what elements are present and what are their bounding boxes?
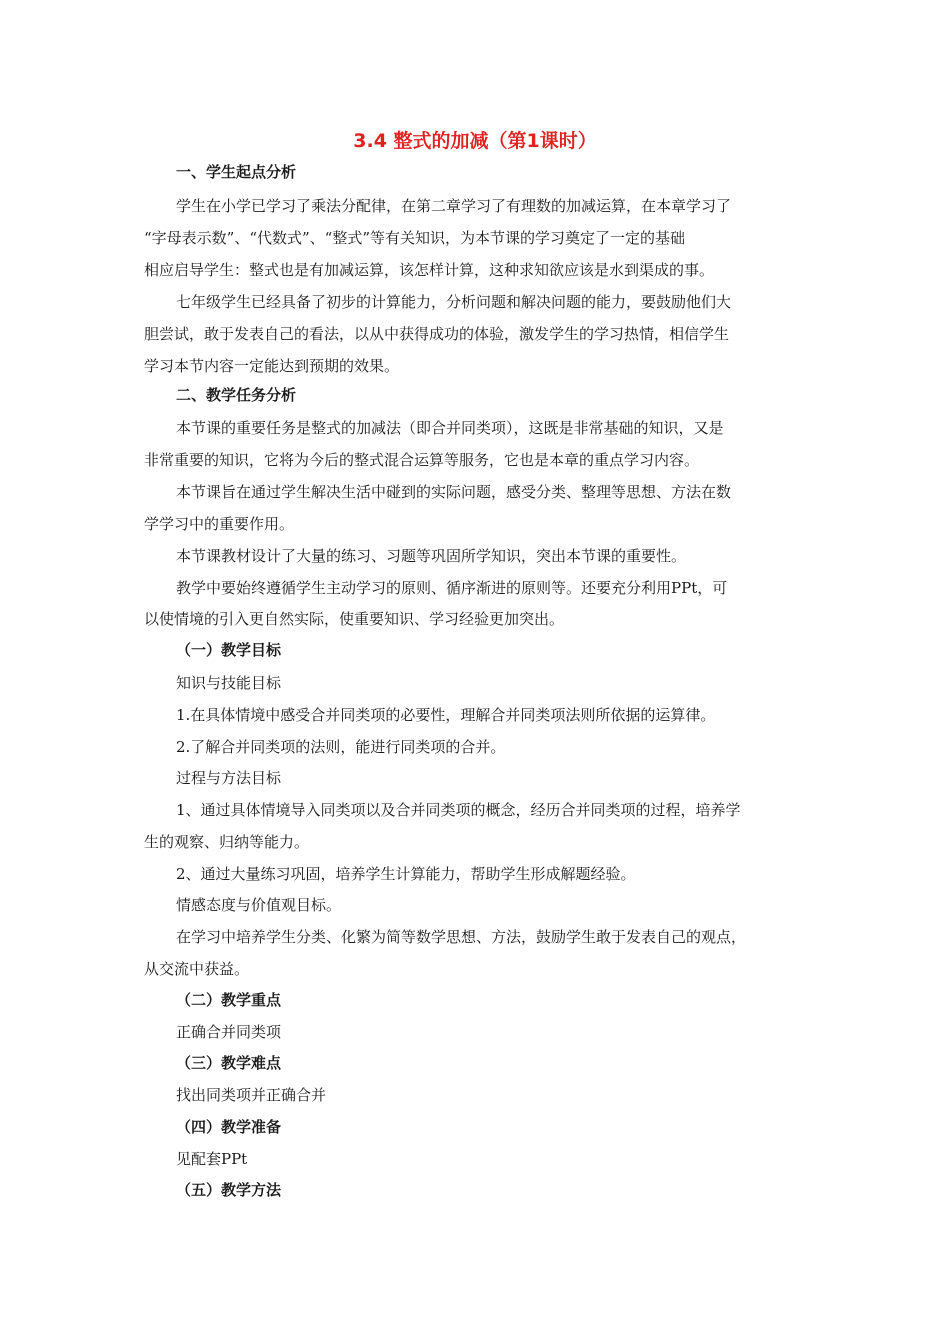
paragraph-line: 1.在具体情境中感受合并同类项的必要性，理解合并同类项法则所依据的运算律。 [176,706,716,724]
paragraph-line: 本节课教材设计了大量的练习、习题等巩固所学知识，突出本节课的重要性。 [176,547,687,565]
paragraph-line: 本节课的重要任务是整式的加减法（即合并同类项），这既是非常基础的知识，又是 [176,419,724,437]
paragraph-line: 胆尝试，敢于发表自己的看法，以从中获得成功的体验，激发学生的学习热情，相信学生 [144,325,730,343]
paragraph-line: 以使情境的引入更自然实际，使重要知识、学习经验更加突出。 [144,610,565,628]
paragraph-line: 从交流中获益。 [144,960,250,978]
paragraph-line: 生的观察、归纳等能力。 [144,833,310,851]
paragraph-line: 本节课旨在通过学生解决生活中碰到的实际问题，感受分类、整理等思想、方法在数 [176,483,732,501]
subsection-heading: （一）教学目标 [176,641,282,659]
paragraph-line: 2.了解合并同类项的法则，能进行同类项的合并。 [176,738,506,756]
paragraph-line: 2、通过大量练习巩固，培养学生计算能力，帮助学生形成解题经验。 [176,865,636,883]
paragraph-line: 七年级学生已经具备了初步的计算能力，分析问题和解决问题的能力，要鼓励他们大 [176,293,732,311]
subsection-heading: （四）教学准备 [176,1118,282,1136]
paragraph-line: 见配套PPt [176,1150,248,1168]
subsection-heading: （三）教学难点 [176,1054,282,1072]
paragraph-line: 学学习中的重要作用。 [144,515,295,533]
document-title: 3.4 整式的加减（第1课时） [353,130,597,152]
paragraph-line: 正确合并同类项 [176,1023,282,1041]
paragraph-line: 过程与方法目标 [176,769,282,787]
paragraph-line: 学习本节内容一定能达到预期的效果。 [144,357,400,375]
paragraph-line: 非常重要的知识，它将为今后的整式混合运算等服务，它也是本章的重点学习内容。 [144,451,700,469]
paragraph-line: 知识与技能目标 [176,674,282,692]
section-heading: 一、学生起点分析 [176,163,297,181]
subsection-heading: （五）教学方法 [176,1181,282,1199]
paragraph-line: 教学中要始终遵循学生主动学习的原则、循序渐进的原则等。还要充分利用PPt，可 [176,579,728,597]
subsection-heading: （二）教学重点 [176,991,282,1009]
paragraph-line: “字母表示数”、“代数式”、“整式”等有关知识，为本节课的学习奠定了一定的基础 [144,229,686,247]
paragraph-line: 学生在小学已学习了乘法分配律，在第二章学习了有理数的加减运算，在本章学习了 [176,197,732,215]
section-heading: 二、教学任务分析 [176,386,297,404]
paragraph-line: 在学习中培养学生分类、化繁为简等数学思想、方法，鼓励学生敢于发表自己的观点， [176,928,747,946]
paragraph-line: 1、通过具体情境导入同类项以及合并同类项的概念，经历合并同类项的过程，培养学 [176,801,741,819]
paragraph-line: 相应启导学生：整式也是有加减运算，该怎样计算，这种求知欲应该是水到渠成的事。 [144,261,715,279]
paragraph-line: 找出同类项并正确合并 [176,1086,327,1104]
paragraph-line: 情感态度与价值观目标。 [176,896,342,914]
